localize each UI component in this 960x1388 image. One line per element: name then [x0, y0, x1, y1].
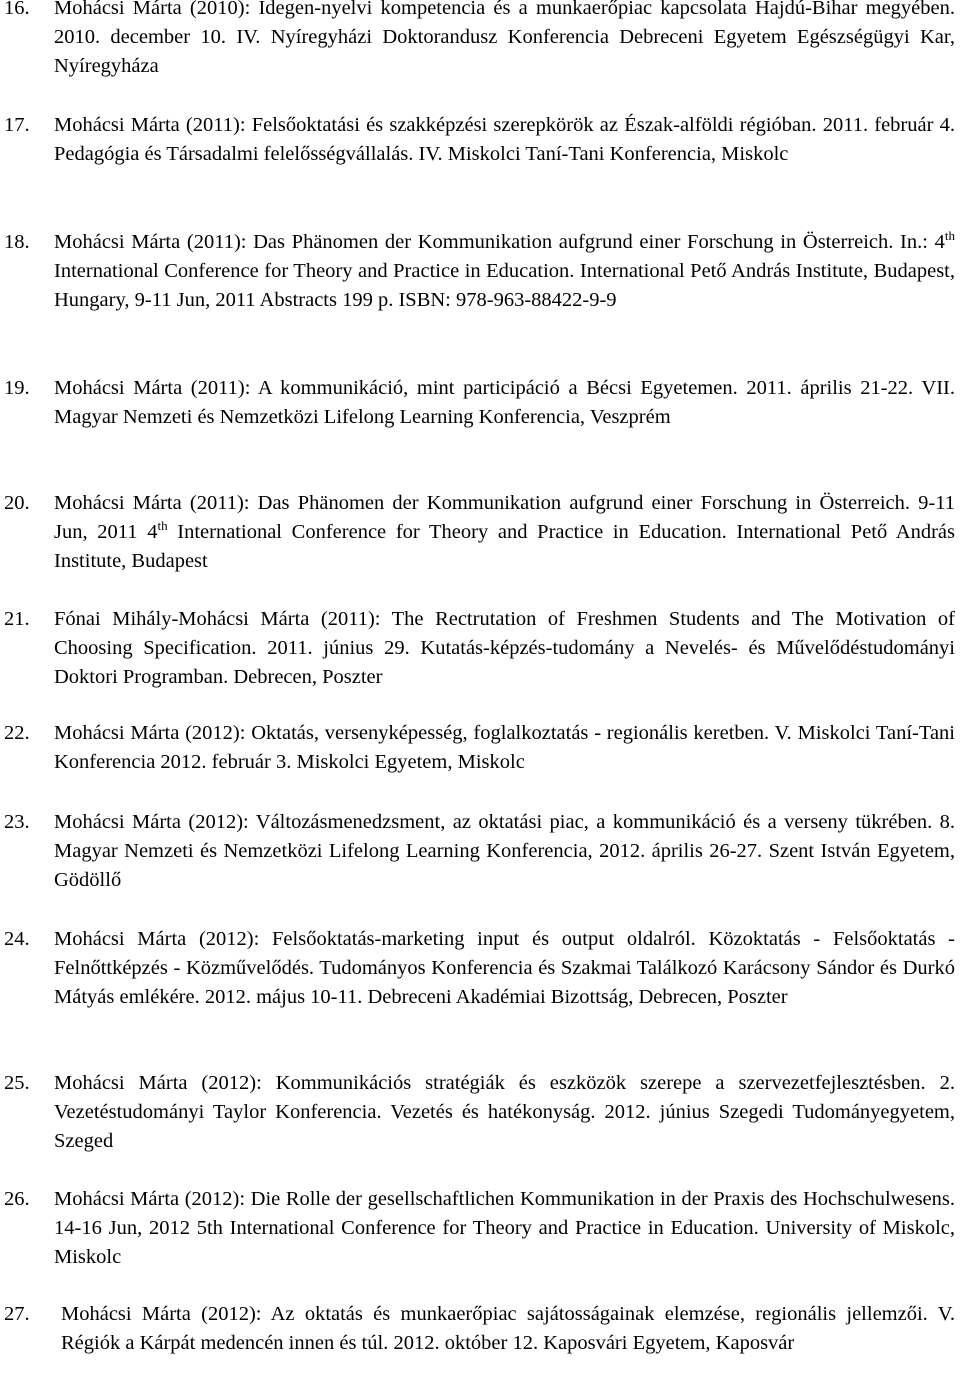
- entry-text: Mohácsi Márta (2012): Változásmenedzsment, az oktatási piac, a kommunikáció és a verseny tükrében. 8. Magyar Nemzeti és Nemzetközi Lifelong Learning Konferencia, 2012. április 26-27. Szent István Egyetem, Gödöllő: [54, 811, 955, 891]
- publication-entry-24: [0, 925, 955, 1012]
- entry-text: [54, 228, 955, 315]
- entry-text: Mohácsi Márta (2012): Kommunikációs stratégiák és eszközök szerepe a szervezetfejlesztésben. 2. Vezetéstudományi Taylor Konferencia. Vezetés és hatékonyság. 2012. június Szegedi Tudományegyetem, Szeged: [54, 1072, 955, 1152]
- entry-text-part: International Conference for Theory and Practice in Education. International Pető András Institute, Budapest: [54, 521, 956, 572]
- publication-entry-23: [0, 808, 955, 895]
- publication-entry-26: [0, 1185, 955, 1272]
- publication-entry-18: [0, 228, 955, 315]
- entry-number: 19.: [4, 377, 30, 399]
- publication-entry-17: [0, 111, 955, 169]
- publication-entry-19: [0, 374, 955, 432]
- entry-number: 27.: [4, 1303, 30, 1325]
- entry-text: Mohácsi Márta (2010): Idegen-nyelvi kompetencia és a munkaerőpiac kapcsolata Hajdú-Bihar megyében. 2010. december 10. IV. Nyíregyházi Doktorandusz Konferencia Debreceni Egyetem Egészségügyi Kar, Nyíregyháza: [54, 0, 955, 77]
- entry-text: Mohácsi Márta (2012): Felsőoktatás-marketing input és output oldalról. Közoktatás - Felsőoktatás - Felnőttképzés - Közművelődés. Tudományos Konferencia és Szakmai Találkozó Karácsony Sándor és Durkó Mátyás emlékére. 2012. május 10-11. Debreceni Akadémiai Bizottság, Debrecen, Poszter: [54, 928, 955, 1008]
- entry-text: Mohácsi Márta (2012): Oktatás, versenyképesség, foglalkoztatás - regionális keretben. V. Miskolci Taní-Tani Konferencia 2012. február 3. Miskolci Egyetem, Miskolc: [54, 722, 955, 773]
- entry-text: Fónai Mihály-Mohácsi Márta (2011): The Rectrutation of Freshmen Students and The Motivation of Choosing Specification. 2011. június 29. Kutatás-képzés-tudomány a Nevelés- és Művelődéstudományi Doktori Programban. Debrecen, Poszter: [54, 608, 955, 688]
- entry-number: 18.: [4, 231, 30, 253]
- entry-text: Mohácsi Márta (2012): Die Rolle der gesellschaftlichen Kommunikation in der Praxis des Hochschulwesens. 14-16 Jun, 2012 5th International Conference for Theory and Practice in Education. University of Miskolc, Miskolc: [54, 1188, 955, 1268]
- entry-number: 20.: [4, 492, 30, 514]
- publication-entry-21: [0, 605, 955, 692]
- entry-text: Mohácsi Márta (2011): A kommunikáció, mint participáció a Bécsi Egyetemen. 2011. április 21-22. VII. Magyar Nemzeti és Nemzetközi Lifelong Learning Konferencia, Veszprém: [54, 377, 955, 428]
- entry-number: 17.: [4, 114, 30, 136]
- ordinal-suffix: th: [944, 228, 955, 243]
- entry-text: Mohácsi Márta (2011): Felsőoktatási és szakképzési szerepkörök az Észak-alföldi régióban. 2011. február 4. Pedagógia és Társadalmi felelősségvállalás. IV. Miskolci Taní-Tani Konferencia, Miskolc: [54, 114, 955, 165]
- publication-entry-20: [0, 489, 955, 576]
- publication-entry-16: [0, 0, 955, 81]
- entry-number: 23.: [4, 811, 30, 833]
- entry-number: 26.: [4, 1188, 30, 1210]
- entry-number: 21.: [4, 608, 30, 630]
- entry-number: 25.: [4, 1072, 30, 1094]
- entry-number: 22.: [4, 722, 30, 744]
- publication-entry-27: [0, 1300, 955, 1358]
- entry-text-part: International Conference for Theory and Practice in Education. International Pető András Institute, Budapest, Hungary, 9-11 Jun, 2011 Abstracts 199 p. ISBN: 978-963-88422-9-9: [54, 260, 955, 311]
- entry-text-part: Mohácsi Márta (2011): Das Phänomen der Kommunikation aufgrund einer Forschung in Österreich. 9-11 Jun, 2011 4: [54, 492, 955, 543]
- entry-number: 16.: [4, 0, 30, 19]
- ordinal-suffix: th: [157, 518, 168, 533]
- entry-text: Mohácsi Márta (2012): Az oktatás és munkaerőpiac sajátosságainak elemzése, regionális jellemzői. V. Régiók a Kárpát medencén innen és túl. 2012. október 12. Kaposvári Egyetem, Kaposvár: [61, 1303, 955, 1354]
- entry-text: [54, 489, 955, 576]
- publication-entry-22: [0, 719, 955, 777]
- entry-number: 24.: [4, 928, 30, 950]
- entry-text-part: Mohácsi Márta (2011): Das Phänomen der Kommunikation aufgrund einer Forschung in Österreich. In.: 4: [54, 231, 945, 253]
- publication-entry-25: [0, 1069, 955, 1156]
